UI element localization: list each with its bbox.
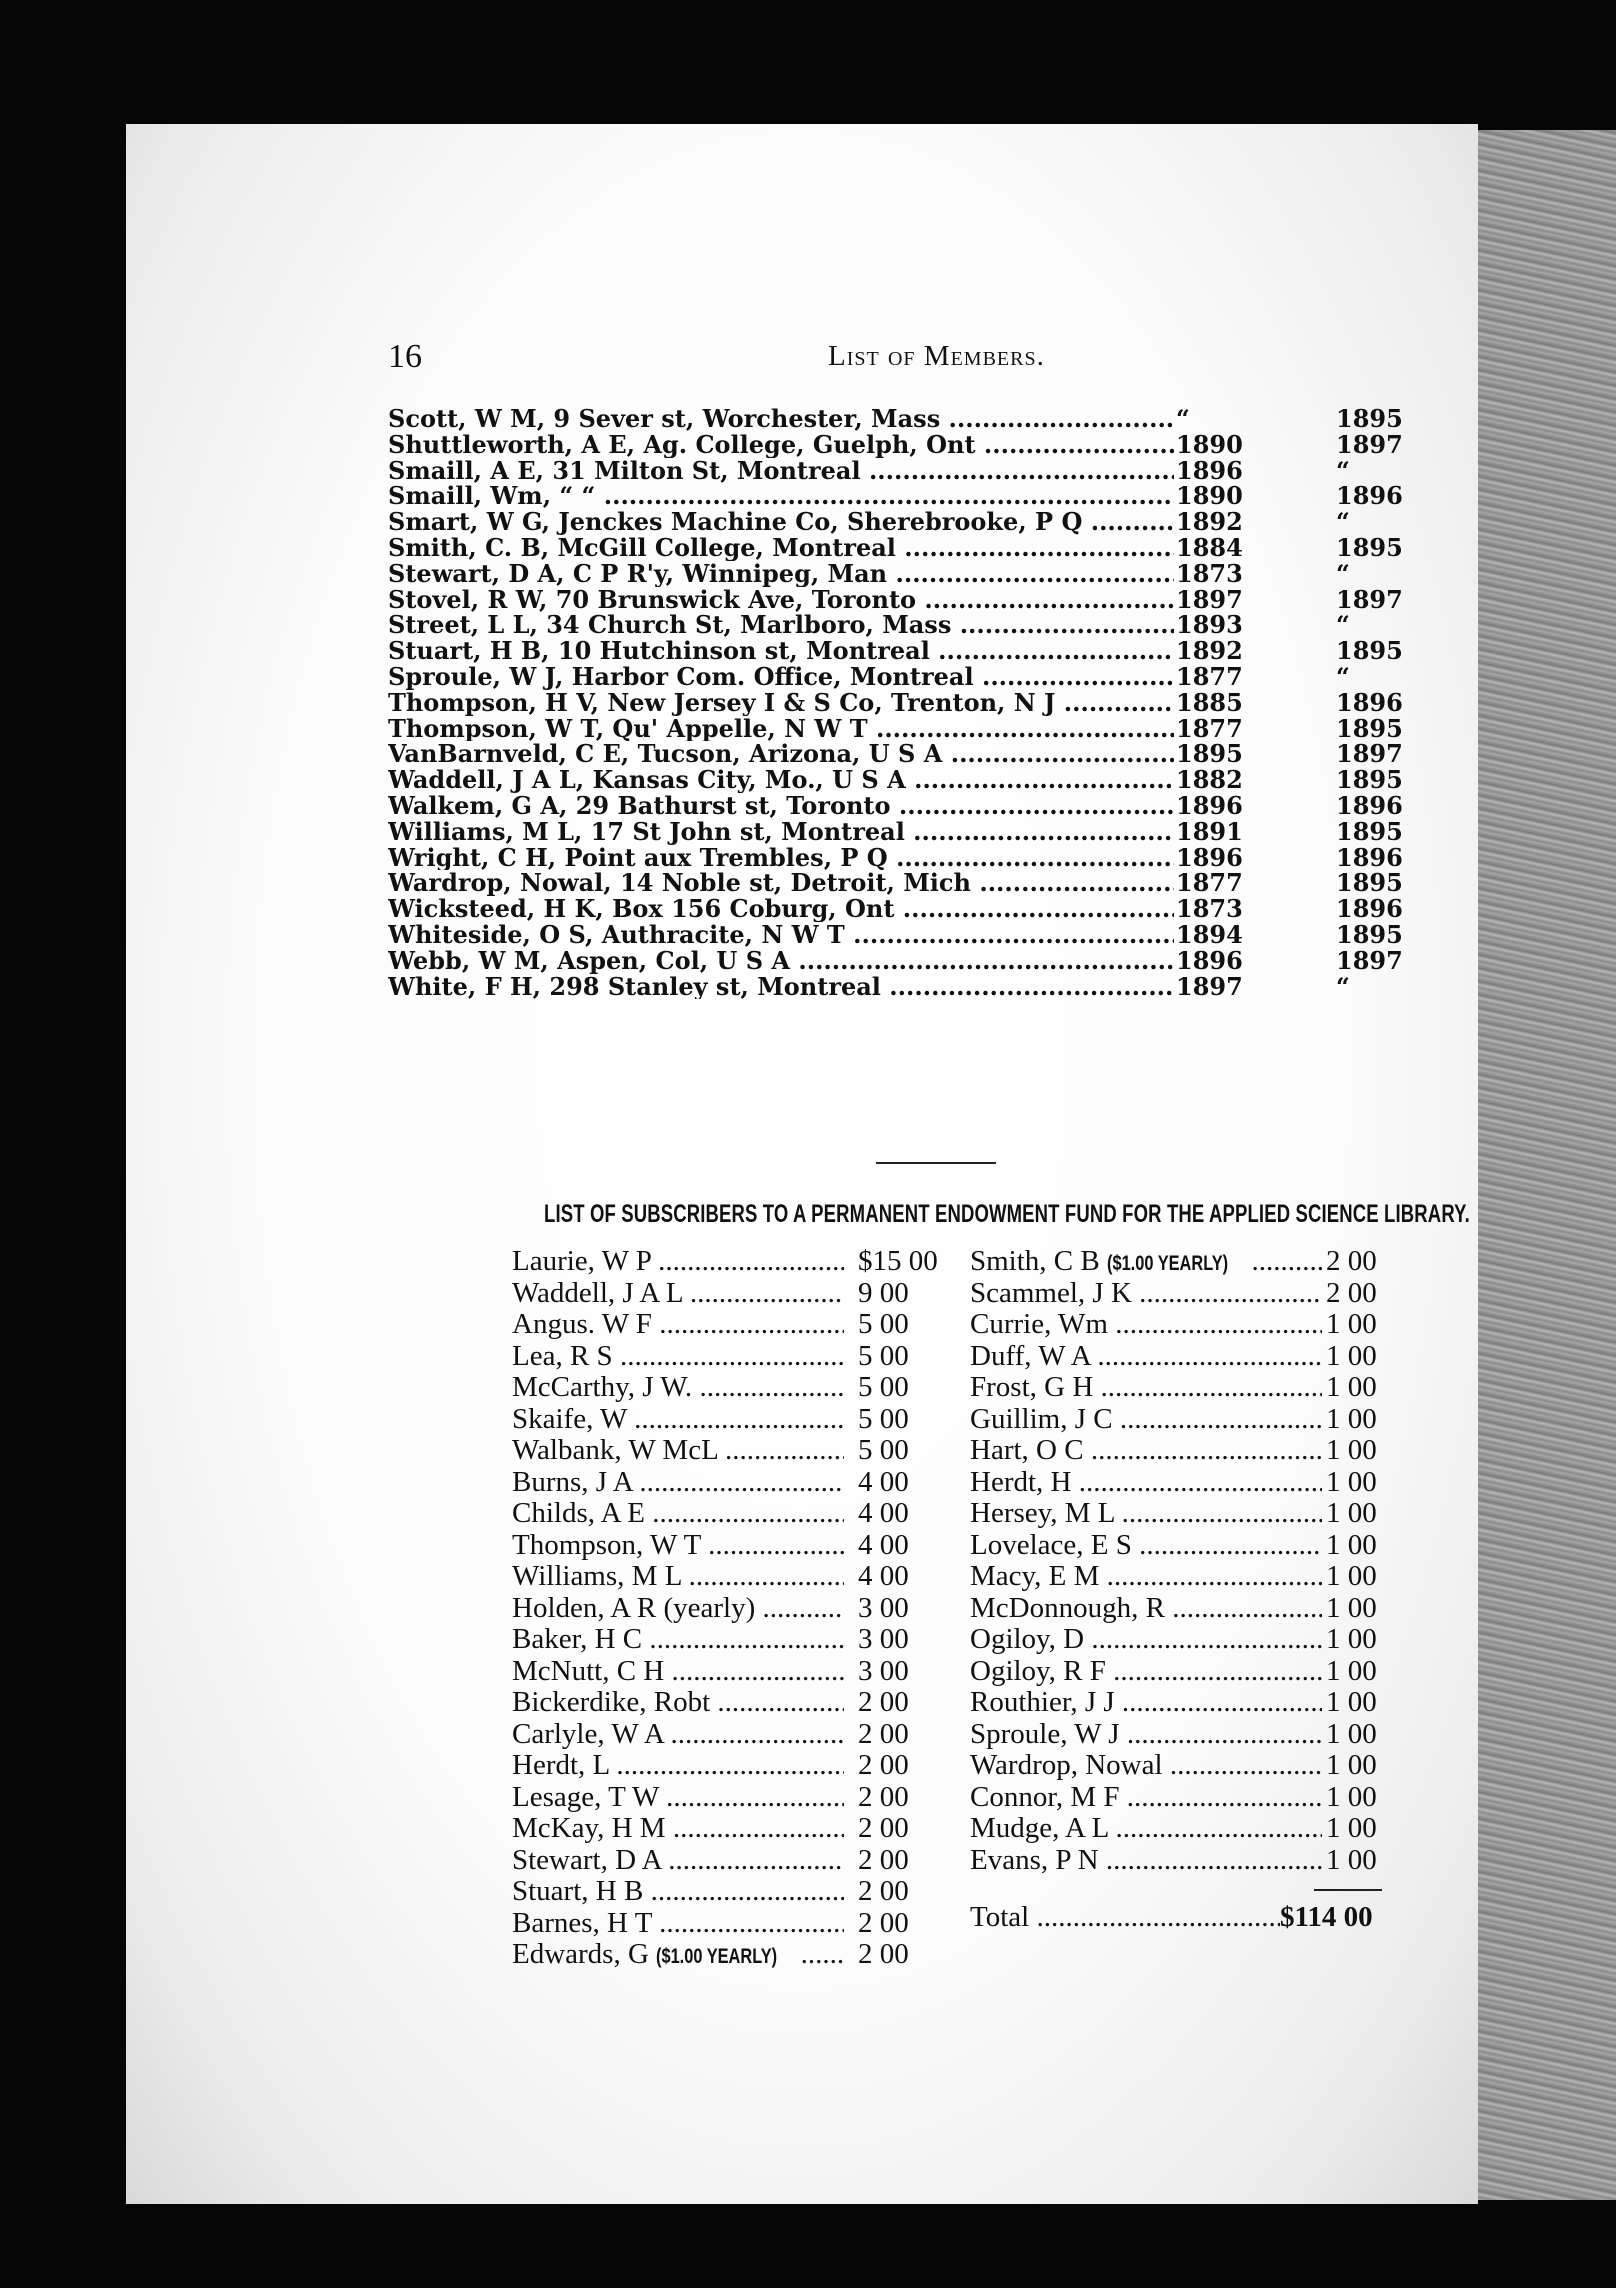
member-year-paid: 1897 [1336, 584, 1403, 614]
scanner-background [1478, 130, 1616, 2200]
subscriber-amount: 2 00 [858, 1749, 909, 1781]
member-entry: Stuart, H B, 10 Hutchinson st, Montreal ..... [388, 638, 1174, 664]
member-year-paid: 1895 [1336, 404, 1403, 433]
member-entry: Smith, C. B, McGill College, Montreal ..... [388, 535, 1174, 561]
subscriber-row [970, 1309, 1410, 1341]
subscriber-name [512, 1435, 844, 1467]
subscriber-amount: 2 00 [858, 1843, 909, 1876]
subscriber-name-text: Williams, M L [512, 1561, 682, 1592]
subscriber-amount: 1 00 [1326, 1339, 1377, 1372]
subscriber-row [970, 1656, 1410, 1688]
member-row [388, 636, 1403, 666]
subscriber-name [512, 1372, 844, 1404]
subscriber-row [512, 1309, 952, 1341]
member-row [388, 765, 1403, 795]
member-entry: Wright, C H, Point aux Trembles, P Q ..... [388, 845, 1174, 871]
subscriber-name [512, 1813, 844, 1845]
member-year-paid: 1896 [1336, 790, 1403, 820]
subscriber-row [512, 1372, 952, 1404]
subscriber-amount: 5 00 [858, 1339, 909, 1372]
subscriber-amount: 5 00 [858, 1434, 909, 1466]
subscriber-name-text: Hersey, M L [970, 1498, 1115, 1529]
subscriber-row [970, 1435, 1410, 1467]
subscriber-amount: 5 00 [858, 1308, 909, 1340]
subscriber-row [970, 1498, 1410, 1530]
subscriber-name [970, 1372, 1322, 1404]
subscriber-row [970, 1719, 1410, 1751]
subscriber-note: ($1.00 YEARLY) [656, 1945, 778, 1968]
subscriber-name [512, 1530, 844, 1562]
subscriber-row [970, 1782, 1410, 1814]
subscriber-row [512, 1530, 952, 1562]
subscriber-amount: 1 00 [1326, 1654, 1377, 1687]
subscriber-name [970, 1719, 1322, 1751]
member-year-joined: 1896 [1176, 945, 1243, 975]
page-number: 16 [388, 338, 422, 375]
subscriber-amount: 1 00 [1326, 1497, 1377, 1529]
subscriber-amount: 2 00 [1326, 1245, 1377, 1277]
subscriber-name-text: McKay, H M [512, 1813, 666, 1844]
subscriber-amount: 2 00 [858, 1906, 909, 1939]
member-year-paid: “ [1336, 971, 1350, 1001]
subscriber-amount: 2 00 [858, 1875, 909, 1907]
subscriber-name [970, 1404, 1322, 1436]
member-row [388, 739, 1403, 769]
member-row [388, 404, 1403, 433]
subscriber-name [512, 1467, 844, 1499]
member-row [388, 868, 1403, 898]
subscriber-row [970, 1750, 1410, 1782]
subscriber-name-text: Skaife, W [512, 1403, 627, 1435]
member-year-joined: 1897 [1176, 971, 1243, 1001]
subscriber-name [970, 1687, 1322, 1719]
subscriber-name-text: McCarthy, J W. [512, 1372, 693, 1403]
subscriber-name-text: Connor, M F [970, 1781, 1120, 1813]
member-year-joined: 1897 [1176, 584, 1243, 614]
subscriber-name [512, 1309, 844, 1341]
member-entry: Williams, M L, 17 St John st, Montreal ..... [388, 819, 1174, 845]
subscriber-name-text: Holden, A R (yearly) [512, 1592, 756, 1624]
subscriber-name [970, 1530, 1322, 1562]
member-year-joined: 1877 [1176, 868, 1243, 898]
member-entry: Thompson, H V, New Jersey I & S Co, Trenton, N J ..... [388, 690, 1174, 716]
subscriber-amount: 1 00 [1326, 1402, 1377, 1435]
subscriber-name-text: Lea, R S [512, 1340, 613, 1372]
member-row [388, 612, 1398, 638]
subscriber-amount: 1 00 [1326, 1560, 1377, 1592]
subscriber-name-text: Laurie, W P [512, 1246, 651, 1277]
subscriber-name [512, 1908, 844, 1940]
subscriber-name [970, 1498, 1322, 1530]
member-entry: Shuttleworth, A E, Ag. College, Guelph, Ont ..... [388, 432, 1174, 458]
subscriber-amount: 5 00 [858, 1371, 909, 1403]
subscriber-amount: 1 00 [1326, 1528, 1377, 1561]
document-page [126, 124, 1478, 2204]
member-year-paid: “ [1336, 455, 1350, 485]
subscriber-row [512, 1939, 952, 1971]
subscriber-amount: 4 00 [858, 1465, 909, 1498]
member-entry: Scott, W M, 9 Sever st, Worchester, Mass ..... [388, 406, 1174, 432]
subscriber-row [512, 1467, 952, 1499]
subscriber-name-text: Ogiloy, R F [970, 1655, 1106, 1687]
subscriber-name-text: Carlyle, W A [512, 1718, 664, 1750]
member-entry: Webb, W M, Aspen, Col, U S A ..... [388, 948, 1174, 974]
member-year-paid: 1895 [1336, 816, 1403, 846]
subscriber-name-text: Baker, H C [512, 1624, 643, 1655]
member-year-paid: 1895 [1336, 919, 1403, 949]
subscriber-name-text: Wardrop, Nowal [970, 1750, 1163, 1781]
subscriber-amount: 3 00 [858, 1623, 909, 1655]
member-year-joined: 1891 [1176, 816, 1243, 846]
total-row [970, 1900, 1410, 1934]
subscriber-amount: 2 00 [858, 1938, 909, 1970]
member-entry: Whiteside, O S, Authracite, N W T ..... [388, 922, 1174, 948]
subscriber-row [970, 1467, 1410, 1499]
subscriber-row [512, 1813, 952, 1845]
subscriber-name [512, 1246, 844, 1278]
subscriber-name-text: Routhier, J J [970, 1687, 1115, 1718]
subscriber-name [512, 1404, 844, 1436]
subscriber-amount: 5 00 [858, 1402, 909, 1435]
member-entry: Smaill, Wm, “ “ ..... [388, 483, 1174, 509]
member-year-joined: 1882 [1176, 765, 1243, 795]
member-entry: Sproule, W J, Harbor Com. Office, Montreal ..... [388, 664, 1174, 690]
member-year-paid: 1897 [1336, 739, 1403, 769]
member-year-paid: 1895 [1336, 765, 1403, 795]
subscriber-amount: 2 00 [858, 1717, 909, 1750]
member-row [388, 842, 1403, 872]
subscriber-amount: 4 00 [858, 1497, 909, 1529]
member-year-paid: 1897 [1336, 429, 1403, 459]
member-year-joined: 1890 [1176, 481, 1243, 511]
subscriber-name-text: Macy, E M [970, 1561, 1100, 1592]
subscriber-row [512, 1498, 952, 1530]
subscriber-name [970, 1309, 1322, 1341]
member-year-paid: 1896 [1336, 687, 1403, 717]
subscriber-amount: 1 00 [1326, 1812, 1377, 1844]
subscriber-name [970, 1435, 1322, 1467]
member-entry: Smart, W G, Jenckes Machine Co, Sherebrooke, P Q ..... [388, 509, 1174, 535]
member-entry: Wardrop, Nowal, 14 Noble st, Detroit, Mich ..... [388, 870, 1174, 896]
subscriber-name-text: Hart, O C [970, 1435, 1084, 1466]
subscriber-row [512, 1341, 952, 1373]
member-year-paid: “ [1336, 558, 1350, 588]
subscriber-row [512, 1278, 952, 1310]
member-entry: Waddell, J A L, Kansas City, Mo., U S A ..... [388, 767, 1174, 793]
subscriber-amount: 1 00 [1326, 1749, 1377, 1781]
subscriber-name [512, 1341, 844, 1373]
member-entry: Thompson, W T, Qu' Appelle, N W T ..... [388, 716, 1174, 742]
subscriber-row [970, 1404, 1410, 1436]
subscriber-row [512, 1246, 952, 1278]
member-row [388, 455, 1398, 485]
member-row [388, 558, 1398, 588]
subscriber-name [970, 1782, 1322, 1814]
subscriber-row [970, 1278, 1410, 1310]
subscriber-name-text: Barnes, H T [512, 1907, 652, 1939]
member-row [388, 532, 1403, 562]
subscriber-amount: 1 00 [1326, 1434, 1377, 1466]
member-year-joined: 1892 [1176, 636, 1243, 666]
subscriber-amount: $15 00 [858, 1245, 938, 1277]
subscriber-name-text: Childs, A E [512, 1498, 645, 1529]
page-title: List of Members. [828, 340, 1045, 372]
subscriber-row [970, 1687, 1410, 1719]
subscriber-amount: 1 00 [1326, 1591, 1377, 1624]
subscriber-amount: 3 00 [858, 1591, 909, 1624]
subscriber-amount: 1 00 [1326, 1717, 1377, 1750]
total-label: Total ..... [970, 1900, 1280, 1934]
subscriber-name [512, 1845, 844, 1877]
subscriber-note: ($1.00 YEARLY) [1107, 1252, 1229, 1275]
member-row [388, 713, 1403, 743]
subscriber-amount: 2 00 [858, 1780, 909, 1813]
subscriber-row [970, 1593, 1410, 1625]
subscriber-amount: 1 00 [1326, 1780, 1377, 1813]
subscriber-name-text: Angus. W F [512, 1309, 652, 1340]
member-entry: Wicksteed, H K, Box 156 Coburg, Ont ..... [388, 896, 1174, 922]
member-entry: Stewart, D A, C P R'y, Winnipeg, Man ..... [388, 561, 1174, 587]
subscriber-amount: 4 00 [858, 1560, 909, 1592]
member-row [388, 919, 1403, 949]
subscriber-row [512, 1435, 952, 1467]
subscribers-right-column [970, 1246, 1410, 1876]
subscriber-name [512, 1687, 844, 1719]
subscriber-name [970, 1750, 1322, 1782]
subscriber-name-text: Currie, Wm [970, 1309, 1108, 1340]
member-year-paid: 1895 [1336, 713, 1403, 743]
subscriber-amount: 1 00 [1326, 1623, 1377, 1655]
subscriber-name [512, 1593, 844, 1625]
subscriber-name-text: Lesage, T W [512, 1781, 659, 1813]
member-year-joined: “ [1176, 404, 1190, 433]
member-entry: Street, L L, 34 Church St, Marlboro, Mass ..... [388, 612, 1174, 638]
subscriber-name-text: Guillim, J C [970, 1403, 1113, 1435]
subscriber-name-text: Herdt, L [512, 1750, 610, 1781]
subscriber-row [970, 1372, 1410, 1404]
subscriber-name [970, 1467, 1322, 1499]
subscriber-name [512, 1719, 844, 1751]
subscriber-name-text: Frost, G H [970, 1372, 1094, 1403]
subscriber-name [970, 1656, 1322, 1688]
subscriber-name-text: Evans, P N [970, 1844, 1099, 1876]
member-row [388, 481, 1403, 511]
subscriber-name [512, 1624, 844, 1656]
subscriber-row [512, 1719, 952, 1751]
member-year-joined: 1884 [1176, 532, 1243, 562]
subscriber-name-text: Walbank, W McL [512, 1435, 718, 1466]
subscriber-row [970, 1246, 1410, 1278]
subscriber-row [512, 1404, 952, 1436]
member-row [388, 584, 1403, 614]
subscriber-amount: 1 00 [1326, 1686, 1377, 1718]
member-year-joined: 1893 [1176, 610, 1243, 640]
subscriber-row [512, 1845, 952, 1877]
member-row [388, 894, 1403, 924]
subscriber-amount: 1 00 [1326, 1843, 1377, 1876]
member-year-joined: 1885 [1176, 687, 1243, 717]
subscriber-name-text: Burns, J A [512, 1466, 633, 1498]
member-row [388, 687, 1403, 717]
subscriber-name-text: Ogiloy, D [970, 1624, 1085, 1655]
member-entry: Smaill, A E, 31 Milton St, Montreal ..... [388, 458, 1174, 484]
subscriber-name [512, 1750, 844, 1782]
subscriber-row [970, 1624, 1410, 1656]
subscribers-left-column [512, 1246, 952, 1971]
subscriber-name-text: Thompson, W T [512, 1529, 701, 1561]
subscriber-row [970, 1341, 1410, 1373]
member-row [388, 661, 1398, 691]
subscriber-amount: 2 00 [1326, 1276, 1377, 1309]
subscriber-name-text: Edwards, G [512, 1939, 649, 1970]
subscriber-row [970, 1530, 1410, 1562]
subscriber-name [512, 1656, 844, 1688]
member-row [388, 790, 1403, 820]
subscriber-name-text: Bickerdike, Robt [512, 1687, 711, 1718]
subscriber-row [512, 1593, 952, 1625]
subscriber-row [512, 1624, 952, 1656]
subscriber-name [512, 1498, 844, 1530]
member-row [388, 816, 1403, 846]
subscriber-name [970, 1813, 1322, 1845]
total-rule [1314, 1889, 1382, 1891]
member-entry: Stovel, R W, 70 Brunswick Ave, Toronto ..... [388, 587, 1174, 613]
subscriber-name-text: Herdt, H [970, 1466, 1072, 1498]
subscriber-amount: 9 00 [858, 1276, 909, 1309]
member-year-paid: 1895 [1336, 532, 1403, 562]
subscriber-row [970, 1561, 1410, 1593]
subscriber-name [512, 1278, 844, 1310]
subscribers-heading: LIST OF SUBSCRIBERS TO A PERMANENT ENDOWMENT FUND FOR THE APPLIED SCIENCE LIBRARY. [544, 1200, 1470, 1228]
subscriber-name-text: Scammel, J K [970, 1277, 1132, 1309]
member-row [388, 429, 1403, 459]
subscriber-name [970, 1624, 1322, 1656]
member-year-paid: 1897 [1336, 945, 1403, 975]
subscriber-name [970, 1246, 1322, 1280]
subscriber-name-text: Sproule, W J [970, 1718, 1120, 1750]
member-year-paid: 1895 [1336, 636, 1403, 666]
subscriber-name [970, 1278, 1322, 1310]
subscriber-name-text: Stewart, D A [512, 1844, 662, 1876]
member-year-joined: 1892 [1176, 507, 1243, 537]
subscriber-row [970, 1845, 1410, 1877]
subscriber-row [512, 1561, 952, 1593]
member-year-joined: 1890 [1176, 429, 1243, 459]
section-divider [876, 1162, 996, 1164]
member-year-joined: 1873 [1176, 558, 1243, 588]
subscriber-row [512, 1782, 952, 1814]
member-year-joined: 1896 [1176, 455, 1243, 485]
member-year-joined: 1896 [1176, 842, 1243, 872]
subscriber-amount: 2 00 [858, 1686, 909, 1718]
subscriber-row [512, 1750, 952, 1782]
subscriber-row [970, 1813, 1410, 1845]
member-year-paid: 1895 [1336, 868, 1403, 898]
subscriber-name-text: McNutt, C H [512, 1655, 665, 1687]
subscriber-name-text: Duff, W A [970, 1340, 1091, 1372]
subscriber-amount: 4 00 [858, 1528, 909, 1561]
total-amount: $114 00 [1280, 1901, 1373, 1933]
subscriber-amount: 1 00 [1326, 1371, 1377, 1403]
subscriber-name [512, 1561, 844, 1593]
subscriber-name [970, 1341, 1322, 1373]
member-year-paid: “ [1336, 610, 1350, 640]
member-entry: VanBarnveld, C E, Tucson, Arizona, U S A ..... [388, 741, 1174, 767]
subscriber-amount: 1 00 [1326, 1465, 1377, 1498]
member-year-joined: 1896 [1176, 790, 1243, 820]
subscriber-name [970, 1561, 1322, 1593]
member-year-joined: 1877 [1176, 713, 1243, 743]
member-row [388, 509, 1398, 535]
member-row [388, 971, 1398, 1001]
subscriber-row [512, 1687, 952, 1719]
subscriber-row [512, 1908, 952, 1940]
member-year-joined: 1873 [1176, 894, 1243, 924]
subscriber-name-text: Lovelace, E S [970, 1529, 1132, 1561]
member-year-paid: “ [1336, 507, 1350, 537]
member-row [388, 945, 1403, 975]
subscriber-name [512, 1876, 844, 1908]
member-entry: White, F H, 298 Stanley st, Montreal ..... [388, 974, 1174, 1000]
member-year-paid: 1896 [1336, 894, 1403, 924]
subscriber-name-text: Mudge, A L [970, 1813, 1109, 1844]
member-year-paid: 1896 [1336, 842, 1403, 872]
subscriber-amount: 1 00 [1326, 1308, 1377, 1340]
subscriber-row [512, 1876, 952, 1908]
member-year-joined: 1877 [1176, 661, 1243, 691]
subscriber-amount: 2 00 [858, 1812, 909, 1844]
subscriber-name [512, 1782, 844, 1814]
subscriber-name-text: Smith, C B [970, 1246, 1100, 1277]
subscriber-row [512, 1656, 952, 1688]
member-year-joined: 1895 [1176, 739, 1243, 769]
subscriber-name-text: McDonnough, R [970, 1592, 1165, 1624]
member-year-paid: 1896 [1336, 481, 1403, 511]
member-year-joined: 1894 [1176, 919, 1243, 949]
subscriber-amount: 3 00 [858, 1654, 909, 1687]
subscriber-name-text: Stuart, H B [512, 1876, 644, 1907]
subscriber-name-text: Waddell, J A L [512, 1277, 683, 1309]
subscriber-name [512, 1939, 844, 1973]
subscriber-name [970, 1845, 1322, 1877]
running-head [388, 338, 1208, 378]
member-year-paid: “ [1336, 661, 1350, 691]
member-entry: Walkem, G A, 29 Bathurst st, Toronto ..... [388, 793, 1174, 819]
subscriber-name [970, 1593, 1322, 1625]
member-list [388, 404, 1403, 1001]
